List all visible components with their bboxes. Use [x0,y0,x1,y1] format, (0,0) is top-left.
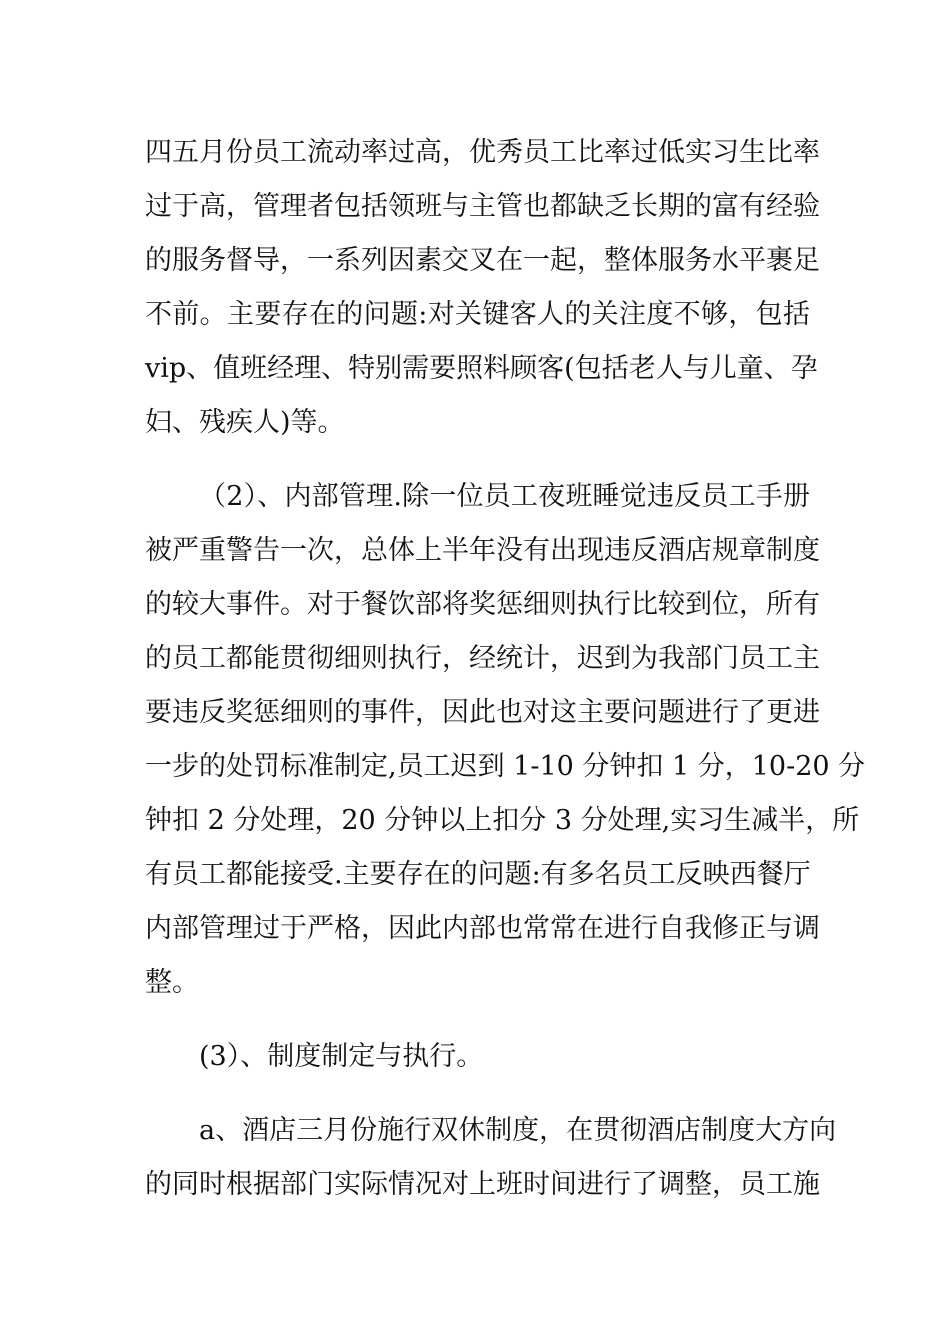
text-line-16: 整。 [145,967,199,998]
text-line-9: 的较大事件。对于餐饮部将奖惩细则执行比较到位，所有 [145,589,820,620]
text-line-4: 不前。主要存在的问题:对关键客人的关注度不够，包括 [145,299,810,330]
text-line-11: 要违反奖惩细则的事件，因此也对这主要问题进行了更进 [145,697,820,728]
text-line-13: 钟扣 2 分处理，20 分钟以上扣分 3 分处理,实习生减半，所 [145,805,860,836]
text-line-19: 的同时根据部门实际情况对上班时间进行了调整，员工施 [145,1169,820,1200]
paragraph-a-first-line: a、酒店三月份施行双休制度，在贯彻酒店制度大方向 [199,1115,837,1146]
text-line-8: 被严重警告一次，总体上半年没有出现违反酒店规章制度 [145,535,820,566]
text-line-2: 过于高，管理者包括领班与主管也都缺乏长期的富有经验 [145,191,820,222]
paragraph-2-first-line: （2）、内部管理.除一位员工夜班睡觉违反员工手册 [199,481,810,512]
text-line-15: 内部管理过于严格，因此内部也常常在进行自我修正与调 [145,913,820,944]
text-line-3: 的服务督导，一系列因素交叉在一起，整体服务水平裹足 [145,245,820,276]
text-line-10: 的员工都能贯彻细则执行，经统计，迟到为我部门员工主 [145,643,820,674]
text-line-6: 妇、残疾人)等。 [145,407,345,438]
text-line-5: vip、值班经理、特别需要照料顾客(包括老人与儿童、孕 [145,353,818,384]
text-line-14: 有员工都能接受.主要存在的问题:有多名员工反映西餐厅 [145,859,811,890]
text-line-1: 四五月份员工流动率过高，优秀员工比率过低实习生比率 [145,137,820,168]
section-heading-3: (3）、制度制定与执行。 [199,1041,484,1072]
text-line-12: 一步的处罚标准制定,员工迟到 1-10 分钟扣 1 分，10-20 分 [145,751,866,782]
